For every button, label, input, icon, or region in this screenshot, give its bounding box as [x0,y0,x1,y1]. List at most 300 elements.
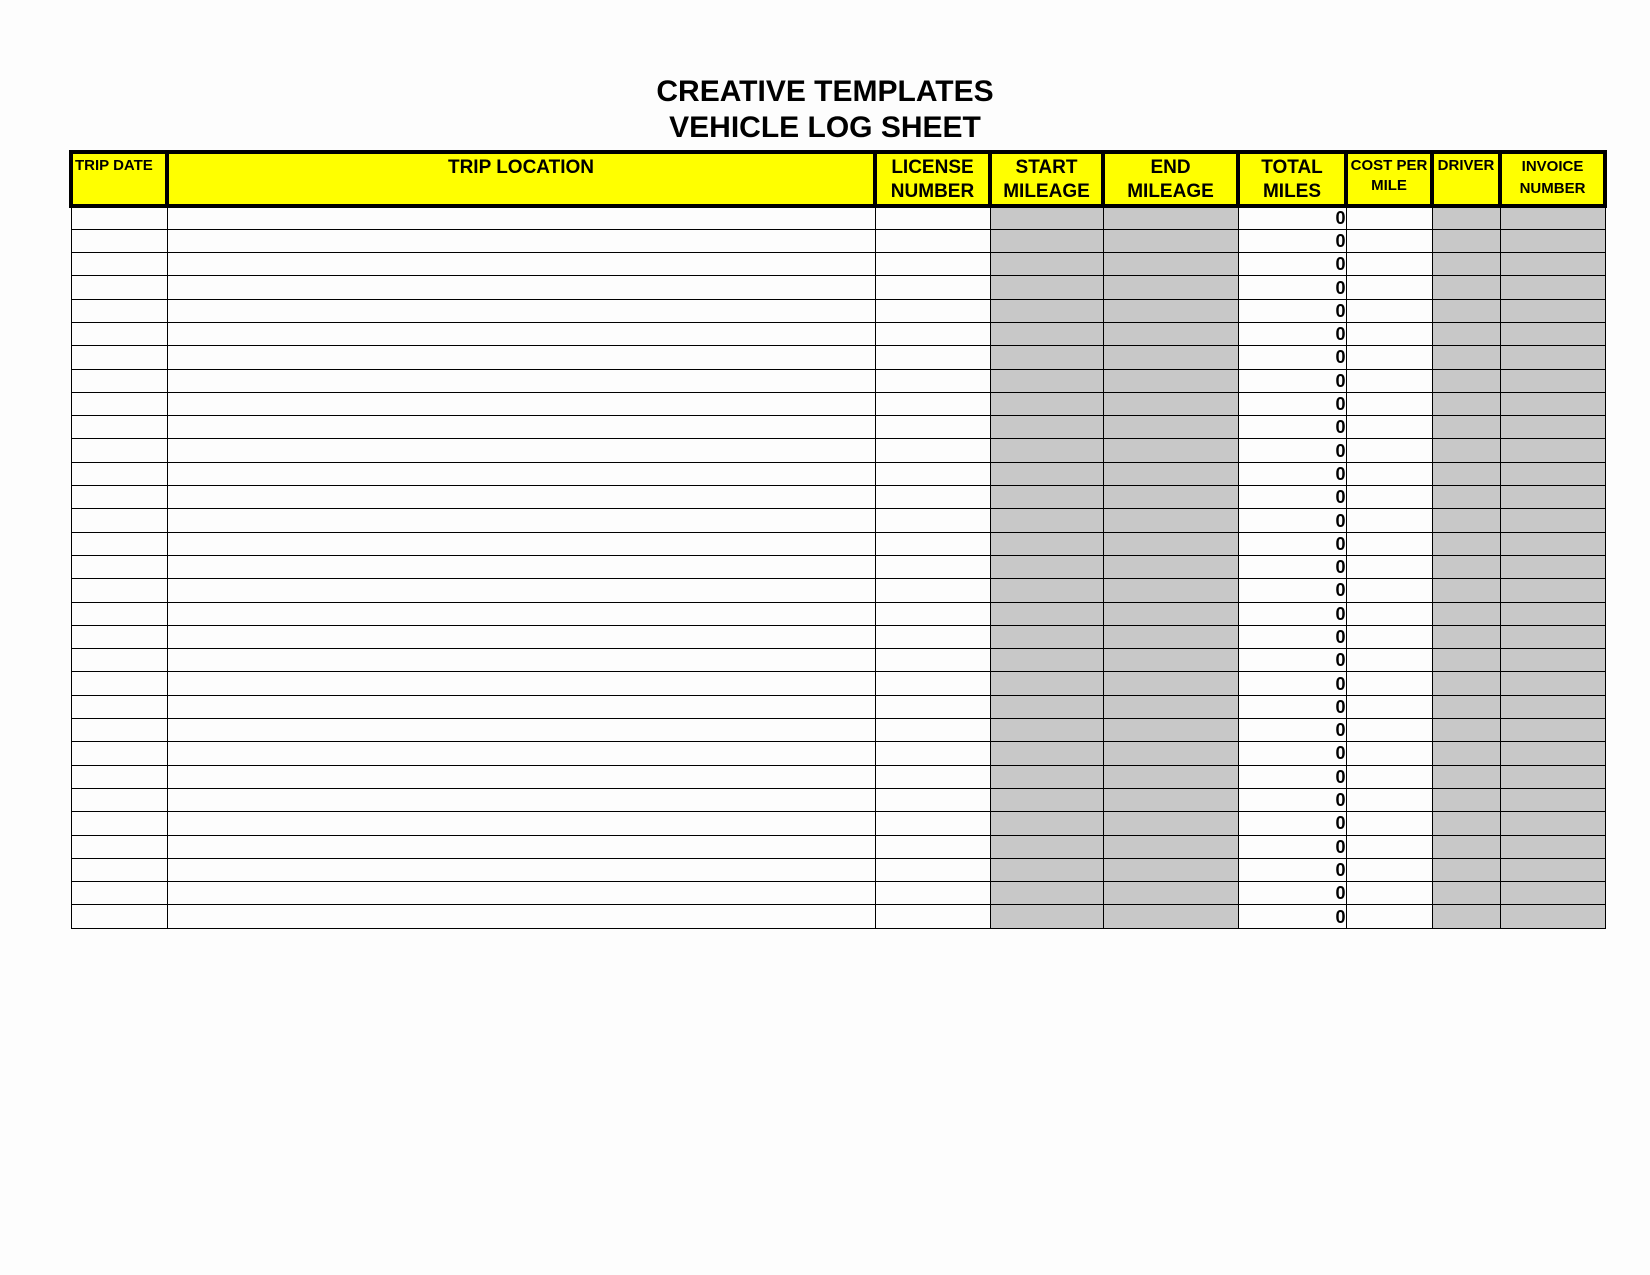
trip-location-cell[interactable] [167,672,875,695]
trip-date-cell[interactable] [71,206,167,229]
trip-location-cell[interactable] [167,416,875,439]
driver-cell[interactable] [1432,392,1500,415]
col-header-trip-location [167,152,875,206]
start-mileage-cell[interactable] [990,462,1103,485]
driver-cell[interactable] [1432,858,1500,881]
start-mileage-cell[interactable] [990,882,1103,905]
col-header-license-number [875,152,990,206]
license-number-cell[interactable] [875,602,990,625]
invoice-number-cell[interactable] [1500,695,1605,718]
table-row [71,416,1605,439]
col-header-line: NUMBER [890,181,975,202]
trip-location-cell[interactable] [167,532,875,555]
license-number-cell[interactable] [875,392,990,415]
trip-date-cell[interactable] [71,602,167,625]
total-miles-cell: 0 [1238,322,1346,345]
start-mileage-cell[interactable] [990,812,1103,835]
cost-per-mile-cell[interactable] [1346,392,1432,415]
start-mileage-cell[interactable] [990,509,1103,532]
log-rows [71,206,1605,928]
table-row [71,555,1605,578]
total-miles-cell: 0 [1238,392,1346,415]
end-mileage-cell[interactable] [1103,299,1238,322]
invoice-number-cell[interactable] [1500,742,1605,765]
end-mileage-cell[interactable] [1103,625,1238,648]
end-mileage-cell[interactable] [1103,579,1238,602]
start-mileage-cell[interactable] [990,276,1103,299]
license-number-cell[interactable] [875,322,990,345]
start-mileage-cell[interactable] [990,416,1103,439]
total-miles-cell: 0 [1238,276,1346,299]
end-mileage-cell[interactable] [1103,672,1238,695]
col-header-end-mileage [1103,152,1238,206]
cost-per-mile-cell[interactable] [1346,509,1432,532]
invoice-number-cell[interactable] [1500,649,1605,672]
trip-date-cell[interactable] [71,742,167,765]
col-header-line: DRIVER [1437,157,1495,174]
invoice-number-cell[interactable] [1500,719,1605,742]
cost-per-mile-cell[interactable] [1346,905,1432,928]
col-header-trip-date [71,152,167,206]
driver-cell[interactable] [1432,253,1500,276]
license-number-cell[interactable] [875,253,990,276]
cost-per-mile-cell[interactable] [1346,462,1432,485]
total-miles-cell: 0 [1238,532,1346,555]
end-mileage-cell[interactable] [1103,555,1238,578]
start-mileage-cell[interactable] [990,392,1103,415]
table-row [71,462,1605,485]
trip-date-cell[interactable] [71,253,167,276]
license-number-cell[interactable] [875,509,990,532]
invoice-number-cell[interactable] [1500,509,1605,532]
cost-per-mile-cell[interactable] [1346,788,1432,811]
sheet-title [0,74,1650,146]
driver-cell[interactable] [1432,299,1500,322]
license-number-cell[interactable] [875,276,990,299]
total-miles-cell: 0 [1238,719,1346,742]
trip-date-cell[interactable] [71,649,167,672]
total-miles-cell: 0 [1238,882,1346,905]
end-mileage-cell[interactable] [1103,462,1238,485]
license-number-cell[interactable] [875,649,990,672]
table-row [71,486,1605,509]
driver-cell[interactable] [1432,229,1500,252]
license-number-cell[interactable] [875,695,990,718]
trip-location-cell[interactable] [167,742,875,765]
cost-per-mile-cell[interactable] [1346,229,1432,252]
trip-location-cell[interactable] [167,439,875,462]
cost-per-mile-cell[interactable] [1346,253,1432,276]
trip-location-cell[interactable] [167,719,875,742]
table-row [71,788,1605,811]
start-mileage-cell[interactable] [990,602,1103,625]
license-number-cell[interactable] [875,858,990,881]
trip-location-cell[interactable] [167,812,875,835]
end-mileage-cell[interactable] [1103,392,1238,415]
invoice-number-cell[interactable] [1500,532,1605,555]
invoice-number-cell[interactable] [1500,369,1605,392]
license-number-cell[interactable] [875,462,990,485]
license-number-cell[interactable] [875,882,990,905]
invoice-number-cell[interactable] [1500,462,1605,485]
driver-cell[interactable] [1432,276,1500,299]
cost-per-mile-cell[interactable] [1346,346,1432,369]
trip-date-cell[interactable] [71,229,167,252]
driver-cell[interactable] [1432,462,1500,485]
start-mileage-cell[interactable] [990,835,1103,858]
cost-per-mile-cell[interactable] [1346,416,1432,439]
trip-location-cell[interactable] [167,276,875,299]
trip-location-cell[interactable] [167,486,875,509]
cost-per-mile-cell[interactable] [1346,649,1432,672]
end-mileage-cell[interactable] [1103,858,1238,881]
driver-cell[interactable] [1432,602,1500,625]
invoice-number-cell[interactable] [1500,229,1605,252]
start-mileage-cell[interactable] [990,322,1103,345]
trip-location-cell[interactable] [167,905,875,928]
start-mileage-cell[interactable] [990,555,1103,578]
invoice-number-cell[interactable] [1500,579,1605,602]
title-line-document: VEHICLE LOG SHEET [669,111,981,144]
table-row [71,742,1605,765]
cost-per-mile-cell[interactable] [1346,486,1432,509]
driver-cell[interactable] [1432,882,1500,905]
license-number-cell[interactable] [875,555,990,578]
end-mileage-cell[interactable] [1103,439,1238,462]
end-mileage-cell[interactable] [1103,532,1238,555]
end-mileage-cell[interactable] [1103,253,1238,276]
start-mileage-cell[interactable] [990,579,1103,602]
cost-per-mile-cell[interactable] [1346,742,1432,765]
end-mileage-cell[interactable] [1103,322,1238,345]
license-number-cell[interactable] [875,346,990,369]
driver-cell[interactable] [1432,369,1500,392]
cost-per-mile-cell[interactable] [1346,672,1432,695]
license-number-cell[interactable] [875,439,990,462]
trip-date-cell[interactable] [71,835,167,858]
table-row [71,322,1605,345]
trip-location-cell[interactable] [167,299,875,322]
license-number-cell[interactable] [875,229,990,252]
end-mileage-cell[interactable] [1103,649,1238,672]
end-mileage-cell[interactable] [1103,276,1238,299]
invoice-number-cell[interactable] [1500,858,1605,881]
end-mileage-cell[interactable] [1103,882,1238,905]
license-number-cell[interactable] [875,206,990,229]
trip-location-cell[interactable] [167,579,875,602]
col-header-driver [1432,152,1500,206]
invoice-number-cell[interactable] [1500,625,1605,648]
total-miles-cell: 0 [1238,206,1346,229]
col-header-line: TRIP LOCATION [447,157,595,178]
table-row [71,835,1605,858]
start-mileage-cell[interactable] [990,672,1103,695]
col-header-line: LICENSE [891,157,974,178]
total-miles-cell: 0 [1238,369,1346,392]
driver-cell[interactable] [1432,579,1500,602]
driver-cell[interactable] [1432,649,1500,672]
cost-per-mile-cell[interactable] [1346,276,1432,299]
end-mileage-cell[interactable] [1103,509,1238,532]
total-miles-cell: 0 [1238,765,1346,788]
invoice-number-cell[interactable] [1500,392,1605,415]
trip-location-cell[interactable] [167,229,875,252]
cost-per-mile-cell[interactable] [1346,532,1432,555]
trip-date-cell[interactable] [71,812,167,835]
invoice-number-cell[interactable] [1500,322,1605,345]
trip-location-cell[interactable] [167,788,875,811]
license-number-cell[interactable] [875,835,990,858]
driver-cell[interactable] [1432,672,1500,695]
trip-location-cell[interactable] [167,765,875,788]
start-mileage-cell[interactable] [990,253,1103,276]
license-number-cell[interactable] [875,579,990,602]
trip-date-cell[interactable] [71,509,167,532]
table-row [71,719,1605,742]
total-miles-cell: 0 [1238,299,1346,322]
cost-per-mile-cell[interactable] [1346,322,1432,345]
invoice-number-cell[interactable] [1500,788,1605,811]
license-number-cell[interactable] [875,532,990,555]
total-miles-cell: 0 [1238,858,1346,881]
driver-cell[interactable] [1432,719,1500,742]
trip-location-cell[interactable] [167,369,875,392]
cost-per-mile-cell[interactable] [1346,369,1432,392]
trip-location-cell[interactable] [167,625,875,648]
col-header-line: START [1015,157,1078,178]
end-mileage-cell[interactable] [1103,602,1238,625]
end-mileage-cell[interactable] [1103,369,1238,392]
end-mileage-cell[interactable] [1103,486,1238,509]
start-mileage-cell[interactable] [990,788,1103,811]
driver-cell[interactable] [1432,555,1500,578]
col-header-line: INVOICE [1521,158,1584,175]
driver-cell[interactable] [1432,322,1500,345]
trip-date-cell[interactable] [71,532,167,555]
license-number-cell[interactable] [875,742,990,765]
trip-date-cell[interactable] [71,322,167,345]
driver-cell[interactable] [1432,625,1500,648]
cost-per-mile-cell[interactable] [1346,555,1432,578]
license-number-cell[interactable] [875,905,990,928]
trip-date-cell[interactable] [71,905,167,928]
driver-cell[interactable] [1432,812,1500,835]
start-mileage-cell[interactable] [990,369,1103,392]
invoice-number-cell[interactable] [1500,206,1605,229]
trip-date-cell[interactable] [71,276,167,299]
license-number-cell[interactable] [875,765,990,788]
trip-location-cell[interactable] [167,392,875,415]
driver-cell[interactable] [1432,486,1500,509]
invoice-number-cell[interactable] [1500,672,1605,695]
start-mileage-cell[interactable] [990,229,1103,252]
trip-location-cell[interactable] [167,462,875,485]
cost-per-mile-cell[interactable] [1346,695,1432,718]
end-mileage-cell[interactable] [1103,788,1238,811]
total-miles-cell: 0 [1238,579,1346,602]
end-mileage-cell[interactable] [1103,905,1238,928]
start-mileage-cell[interactable] [990,625,1103,648]
trip-location-cell[interactable] [167,346,875,369]
license-number-cell[interactable] [875,299,990,322]
cost-per-mile-cell[interactable] [1346,858,1432,881]
cost-per-mile-cell[interactable] [1346,882,1432,905]
invoice-number-cell[interactable] [1500,765,1605,788]
cost-per-mile-cell[interactable] [1346,835,1432,858]
invoice-number-cell[interactable] [1500,299,1605,322]
start-mileage-cell[interactable] [990,532,1103,555]
start-mileage-cell[interactable] [990,206,1103,229]
trip-date-cell[interactable] [71,695,167,718]
total-miles-cell: 0 [1238,462,1346,485]
total-miles-cell: 0 [1238,346,1346,369]
cost-per-mile-cell[interactable] [1346,602,1432,625]
total-miles-cell: 0 [1238,625,1346,648]
table-row [71,858,1605,881]
license-number-cell[interactable] [875,625,990,648]
table-row [71,509,1605,532]
start-mileage-cell[interactable] [990,486,1103,509]
start-mileage-cell[interactable] [990,742,1103,765]
trip-date-cell[interactable] [71,579,167,602]
start-mileage-cell[interactable] [990,299,1103,322]
end-mileage-cell[interactable] [1103,229,1238,252]
trip-date-cell[interactable] [71,346,167,369]
table-row [71,439,1605,462]
trip-date-cell[interactable] [71,625,167,648]
trip-date-cell[interactable] [71,788,167,811]
trip-location-cell[interactable] [167,322,875,345]
invoice-number-cell[interactable] [1500,555,1605,578]
invoice-number-cell[interactable] [1500,416,1605,439]
cost-per-mile-cell[interactable] [1346,765,1432,788]
driver-cell[interactable] [1432,439,1500,462]
start-mileage-cell[interactable] [990,858,1103,881]
trip-date-cell[interactable] [71,765,167,788]
trip-location-cell[interactable] [167,555,875,578]
driver-cell[interactable] [1432,695,1500,718]
invoice-number-cell[interactable] [1500,882,1605,905]
trip-location-cell[interactable] [167,253,875,276]
cost-per-mile-cell[interactable] [1346,625,1432,648]
end-mileage-cell[interactable] [1103,812,1238,835]
driver-cell[interactable] [1432,835,1500,858]
total-miles-cell: 0 [1238,253,1346,276]
start-mileage-cell[interactable] [990,649,1103,672]
cost-per-mile-cell[interactable] [1346,579,1432,602]
start-mileage-cell[interactable] [990,346,1103,369]
cost-per-mile-cell[interactable] [1346,812,1432,835]
invoice-number-cell[interactable] [1500,439,1605,462]
trip-location-cell[interactable] [167,695,875,718]
end-mileage-cell[interactable] [1103,765,1238,788]
license-number-cell[interactable] [875,788,990,811]
trip-location-cell[interactable] [167,858,875,881]
table-row [71,276,1605,299]
driver-cell[interactable] [1432,346,1500,369]
driver-cell[interactable] [1432,788,1500,811]
invoice-number-cell[interactable] [1500,346,1605,369]
end-mileage-cell[interactable] [1103,835,1238,858]
trip-date-cell[interactable] [71,369,167,392]
driver-cell[interactable] [1432,206,1500,229]
table-row [71,346,1605,369]
driver-cell[interactable] [1432,416,1500,439]
end-mileage-cell[interactable] [1103,719,1238,742]
driver-cell[interactable] [1432,509,1500,532]
driver-cell[interactable] [1432,765,1500,788]
driver-cell[interactable] [1432,532,1500,555]
license-number-cell[interactable] [875,416,990,439]
license-number-cell[interactable] [875,812,990,835]
trip-location-cell[interactable] [167,882,875,905]
end-mileage-cell[interactable] [1103,742,1238,765]
license-number-cell[interactable] [875,369,990,392]
trip-date-cell[interactable] [71,882,167,905]
license-number-cell[interactable] [875,719,990,742]
end-mileage-cell[interactable] [1103,416,1238,439]
trip-date-cell[interactable] [71,555,167,578]
table-row [71,905,1605,928]
invoice-number-cell[interactable] [1500,602,1605,625]
total-miles-cell: 0 [1238,905,1346,928]
end-mileage-cell[interactable] [1103,695,1238,718]
vehicle-log-table [69,150,1607,929]
start-mileage-cell[interactable] [990,719,1103,742]
start-mileage-cell[interactable] [990,905,1103,928]
end-mileage-cell[interactable] [1103,206,1238,229]
trip-location-cell[interactable] [167,602,875,625]
trip-date-cell[interactable] [71,299,167,322]
cost-per-mile-cell[interactable] [1346,299,1432,322]
invoice-number-cell[interactable] [1500,276,1605,299]
invoice-number-cell[interactable] [1500,835,1605,858]
cost-per-mile-cell[interactable] [1346,719,1432,742]
trip-date-cell[interactable] [71,858,167,881]
cost-per-mile-cell[interactable] [1346,439,1432,462]
trip-date-cell[interactable] [71,439,167,462]
license-number-cell[interactable] [875,672,990,695]
end-mileage-cell[interactable] [1103,346,1238,369]
invoice-number-cell[interactable] [1500,253,1605,276]
start-mileage-cell[interactable] [990,695,1103,718]
total-miles-cell: 0 [1238,649,1346,672]
driver-cell[interactable] [1432,742,1500,765]
invoice-number-cell[interactable] [1500,812,1605,835]
trip-location-cell[interactable] [167,649,875,672]
total-miles-cell: 0 [1238,509,1346,532]
start-mileage-cell[interactable] [990,765,1103,788]
driver-cell[interactable] [1432,905,1500,928]
trip-location-cell[interactable] [167,835,875,858]
trip-location-cell[interactable] [167,206,875,229]
trip-date-cell[interactable] [71,672,167,695]
trip-date-cell[interactable] [71,416,167,439]
trip-date-cell[interactable] [71,392,167,415]
table-row [71,812,1605,835]
trip-date-cell[interactable] [71,719,167,742]
total-miles-cell: 0 [1238,788,1346,811]
trip-date-cell[interactable] [71,486,167,509]
cost-per-mile-cell[interactable] [1346,206,1432,229]
trip-location-cell[interactable] [167,509,875,532]
col-header-line: NUMBER [1519,180,1586,197]
license-number-cell[interactable] [875,486,990,509]
start-mileage-cell[interactable] [990,439,1103,462]
invoice-number-cell[interactable] [1500,905,1605,928]
invoice-number-cell[interactable] [1500,486,1605,509]
trip-date-cell[interactable] [71,462,167,485]
